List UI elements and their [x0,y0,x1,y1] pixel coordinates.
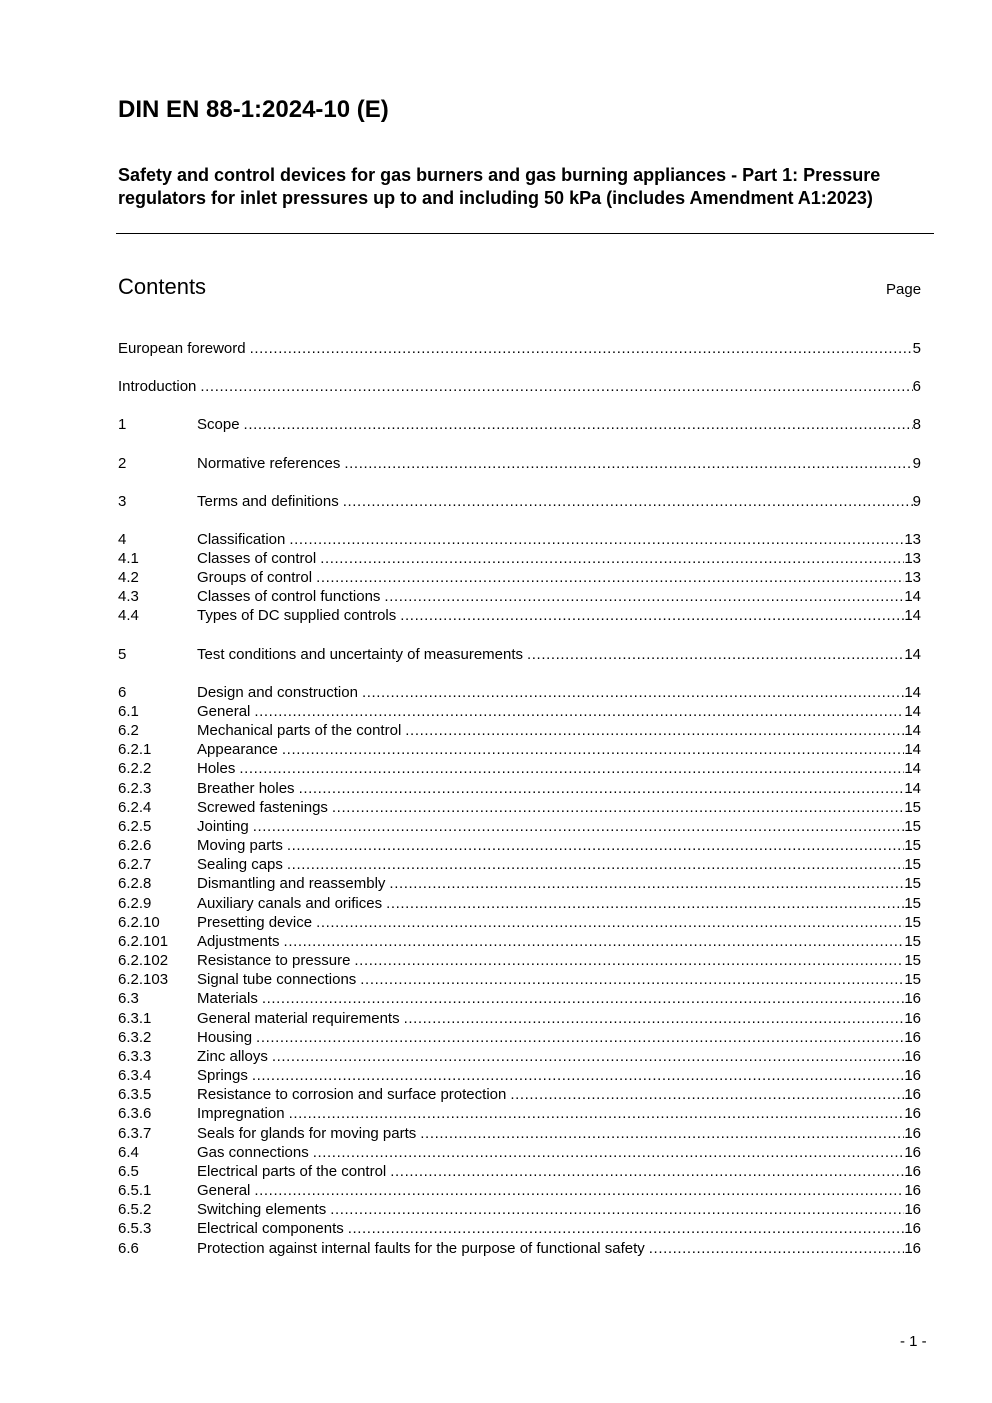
toc-dot-leader [510,1085,904,1104]
toc-entry-number: 6.2.4 [118,799,152,816]
toc-entry-title: Test conditions and uncertainty of measurements [197,646,524,663]
toc-entry-title: Seals for glands for moving parts [197,1125,417,1142]
toc-entry[interactable] [118,1085,921,1104]
toc-entry-title: Electrical components [197,1220,344,1237]
toc-entry-page: 16 [904,1201,921,1218]
toc-entry-page: 15 [904,799,921,816]
toc-entry-title: Adjustments [197,933,280,950]
toc-dot-leader [200,377,912,396]
toc-entry-number: 6.6 [118,1240,139,1257]
toc-entry[interactable] [118,606,921,625]
toc-entry-title: Screwed fastenings [197,799,328,816]
toc-entry-title: General material requirements [197,1010,400,1027]
toc-entry-page: 15 [904,856,921,873]
toc-entry-page: 16 [904,1067,921,1084]
toc-entry-number: 2 [118,455,127,472]
toc-entry[interactable] [118,836,921,855]
toc-entry-page: 16 [904,1125,921,1142]
toc-entry-title: Moving parts [197,837,283,854]
toc-dot-leader [360,970,904,989]
toc-entry-number: 1 [118,416,127,433]
toc-entry[interactable] [118,377,921,396]
toc-entry-title: Scope [197,416,240,433]
toc-entry-page: 14 [904,588,921,605]
toc-entry-title: Materials [197,990,258,1007]
toc-entry-page: 9 [912,455,921,472]
toc-entry-page: 16 [904,1105,921,1122]
toc-entry[interactable] [118,702,921,721]
toc-entry-number: 6.3.4 [118,1067,152,1084]
toc-entry-title: Classes of control functions [197,588,381,605]
toc-dot-leader [316,913,904,932]
toc-entry[interactable] [118,1009,921,1028]
toc-entry[interactable] [118,1124,921,1143]
toc-entry-number: 6 [118,684,127,701]
toc-entry[interactable] [118,932,921,951]
toc-dot-leader [254,702,904,721]
toc-dot-leader [405,721,904,740]
toc-entry[interactable] [118,1066,921,1085]
toc-dot-leader [289,1104,905,1123]
toc-entry-number: 6.3.2 [118,1029,152,1046]
toc-entry-number: 6.2.101 [118,933,169,950]
toc-entry-number: 6.2.3 [118,780,152,797]
toc-entry[interactable] [118,970,921,989]
toc-entry-number: 3 [118,493,127,510]
toc-dot-leader [649,1239,905,1258]
toc-dot-leader [272,1047,904,1066]
toc-entry-title: Protection against internal faults for the purpose of functional safety [197,1240,645,1257]
toc-entry-number: 4.3 [118,588,139,605]
toc-dot-leader [420,1124,904,1143]
toc-entry[interactable] [118,817,921,836]
toc-entry-title: Housing [197,1029,253,1046]
toc-entry[interactable] [118,492,921,511]
toc-entry-title: Impregnation [197,1105,285,1122]
toc-entry-page: 15 [904,971,921,988]
toc-dot-leader [386,894,904,913]
toc-entry-number: 6.2.5 [118,818,152,835]
toc-dot-leader [389,874,904,893]
toc-entry-page: 16 [904,1163,921,1180]
toc-entry-title: Holes [197,760,236,777]
title-divider [116,233,934,234]
toc-entry-title: Zinc alloys [197,1048,268,1065]
toc-entry-page: 14 [904,741,921,758]
toc-entry[interactable] [118,1143,921,1162]
toc-dot-leader [320,549,904,568]
toc-dot-leader [262,989,904,1008]
toc-entry-title: Terms and definitions [197,493,339,510]
toc-dot-leader [404,1009,905,1028]
toc-dot-leader [239,759,904,778]
contents-heading: Contents [118,274,207,299]
toc-entry-page: 14 [904,722,921,739]
toc-entry[interactable] [118,454,921,473]
toc-entry-title: Presetting device [197,914,313,931]
toc-entry[interactable] [118,587,921,606]
toc-entry-page: 14 [904,760,921,777]
toc-entry[interactable] [118,1104,921,1123]
toc-entry-number: 6.1 [118,703,139,720]
toc-entry-title: Signal tube connections [197,971,357,988]
toc-entry-number: 4.4 [118,607,139,624]
toc-entry-number: 6.5.3 [118,1220,152,1237]
toc-entry-page: 16 [904,1144,921,1161]
toc-entry-title: Design and construction [197,684,358,701]
toc-entry-title: General [197,703,251,720]
toc-entry-page: 16 [904,1182,921,1199]
toc-entry[interactable] [118,1047,921,1066]
toc-dot-leader [253,817,905,836]
toc-entry-title: Sealing caps [197,856,283,873]
toc-entry-title: Classification [197,531,286,548]
toc-entry-page: 15 [904,933,921,950]
toc-dot-leader [527,645,904,664]
toc-entry-page: 14 [904,607,921,624]
toc-entry-number: 6.4 [118,1144,139,1161]
toc-entry[interactable] [118,549,921,568]
toc-entry-title: Auxiliary canals and orifices [197,895,383,912]
toc-entry[interactable] [118,951,921,970]
toc-dot-leader [282,740,904,759]
toc-entry-page: 16 [904,1086,921,1103]
toc-entry-title: Switching elements [197,1201,327,1218]
toc-entry-page: 16 [904,1029,921,1046]
toc-dot-leader [284,932,905,951]
toc-dot-leader [362,683,904,702]
toc-entry-title: Springs [197,1067,248,1084]
toc-dot-leader [354,951,904,970]
toc-entry-page: 14 [904,780,921,797]
toc-entry-page: 13 [904,531,921,548]
toc-entry-number: 6.2.1 [118,741,152,758]
toc-entry-title: Breather holes [197,780,295,797]
toc-entry-title: European foreword [118,340,246,357]
toc-dot-leader [256,1028,904,1047]
toc-entry[interactable] [118,530,921,549]
toc-entry-title: Groups of control [197,569,313,586]
toc-entry-number: 6.2 [118,722,139,739]
toc-dot-leader [244,415,913,434]
toc-entry-number: 6.5.2 [118,1201,152,1218]
toc-entry[interactable] [118,1181,921,1200]
toc-dot-leader [313,1143,905,1162]
toc-entry[interactable] [118,913,921,932]
toc-entry-title: Jointing [197,818,249,835]
toc-entry[interactable] [118,798,921,817]
toc-entry-title: Electrical parts of the control [197,1163,387,1180]
toc-entry[interactable] [118,339,921,358]
toc-entry-page: 16 [904,1220,921,1237]
toc-entry-page: 13 [904,550,921,567]
toc-entry-title: Types of DC supplied controls [197,607,397,624]
toc-entry-number: 4 [118,531,127,548]
toc-entry-number: 5 [118,646,127,663]
toc-entry-number: 6.5.1 [118,1182,152,1199]
toc-entry[interactable] [118,989,921,1008]
toc-entry-number: 6.2.10 [118,914,160,931]
toc-entry-title: Resistance to pressure [197,952,351,969]
toc-entry-number: 6.2.6 [118,837,152,854]
toc-entry-page: 15 [904,837,921,854]
toc-dot-leader [390,1162,904,1181]
toc-entry-number: 4.2 [118,569,139,586]
toc-dot-leader [348,1219,905,1238]
document-id: DIN EN 88-1:2024-10 (E) [118,96,389,123]
toc-dot-leader [343,492,913,511]
toc-entry-page: 15 [904,895,921,912]
toc-entry-title: Normative references [197,455,341,472]
toc-entry-number: 6.2.102 [118,952,169,969]
toc-entry[interactable] [118,721,921,740]
toc-entry-page: 15 [904,952,921,969]
toc-entry-number: 6.2.9 [118,895,152,912]
toc-entry[interactable] [118,1219,921,1238]
toc-entry[interactable] [118,1239,921,1258]
toc-entry-page: 6 [912,378,921,395]
toc-entry-number: 6.2.103 [118,971,169,988]
toc-entry-page: 16 [904,1010,921,1027]
toc-entry[interactable] [118,568,921,587]
toc-entry[interactable] [118,740,921,759]
toc-dot-leader [250,339,913,358]
toc-entry-number: 6.5 [118,1163,139,1180]
toc-entry[interactable] [118,855,921,874]
toc-entry-page: 14 [904,646,921,663]
toc-entry-page: 9 [912,493,921,510]
toc-entry-number: 6.3.6 [118,1105,152,1122]
toc-entry[interactable] [118,779,921,798]
toc-dot-leader [330,1200,904,1219]
toc-dot-leader [252,1066,904,1085]
page-column-label: Page [886,281,922,298]
toc-entry-page: 15 [904,818,921,835]
toc-entry-number: 6.3 [118,990,139,1007]
toc-dot-leader [289,530,904,549]
toc-entry-title: Classes of control [197,550,317,567]
toc-entry-page: 16 [904,1048,921,1065]
toc-dot-leader [254,1181,904,1200]
document-title: Safety and control devices for gas burners and gas burning appliances - Part 1: Pressure regulators for inlet pressures up to and including 50 kPa (includes Amendment A1:2023) [118,165,881,208]
toc-entry-page: 16 [904,990,921,1007]
toc-dot-leader [384,587,904,606]
toc-entry[interactable] [118,759,921,778]
toc-entry-page: 13 [904,569,921,586]
toc-entry-page: 15 [904,875,921,892]
toc-entry-title: Dismantling and reassembly [197,875,386,892]
toc-entry-title: Introduction [118,378,197,395]
toc-dot-leader [400,606,904,625]
toc-entry-number: 6.3.1 [118,1010,152,1027]
toc-entry[interactable] [118,1200,921,1219]
toc-entry-number: 6.3.3 [118,1048,152,1065]
toc-entry-title: Mechanical parts of the control [197,722,402,739]
toc-entry-number: 4.1 [118,550,139,567]
footer-page-number: - 1 - [900,1333,927,1350]
toc-dot-leader [287,836,904,855]
toc-entry-page: 16 [904,1240,921,1257]
toc-entry[interactable] [118,874,921,893]
toc-entry-title: Gas connections [197,1144,309,1161]
toc-entry-page: 5 [912,340,921,357]
toc-entry[interactable] [118,1028,921,1047]
toc-entry-page: 14 [904,684,921,701]
toc-entry-title: Resistance to corrosion and surface protection [197,1086,507,1103]
toc-entry-number: 6.2.7 [118,856,152,873]
toc-dot-leader [344,454,912,473]
toc-entry[interactable] [118,894,921,913]
toc-entry-title: General [197,1182,251,1199]
toc-entry-number: 6.3.7 [118,1125,152,1142]
toc-entry[interactable] [118,415,921,434]
toc-dot-leader [316,568,904,587]
toc-entry-number: 6.2.2 [118,760,152,777]
toc-entry-title: Appearance [197,741,278,758]
toc-entry[interactable] [118,1162,921,1181]
toc-entry-page: 14 [904,703,921,720]
toc-dot-leader [299,779,905,798]
toc-entry[interactable] [118,683,921,702]
toc-dot-leader [287,855,904,874]
toc-dot-leader [332,798,904,817]
toc-entry-number: 6.3.5 [118,1086,152,1103]
toc-entry[interactable] [118,645,921,664]
toc-entry-number: 6.2.8 [118,875,152,892]
toc-entry-page: 15 [904,914,921,931]
toc-entry-page: 8 [912,416,921,433]
